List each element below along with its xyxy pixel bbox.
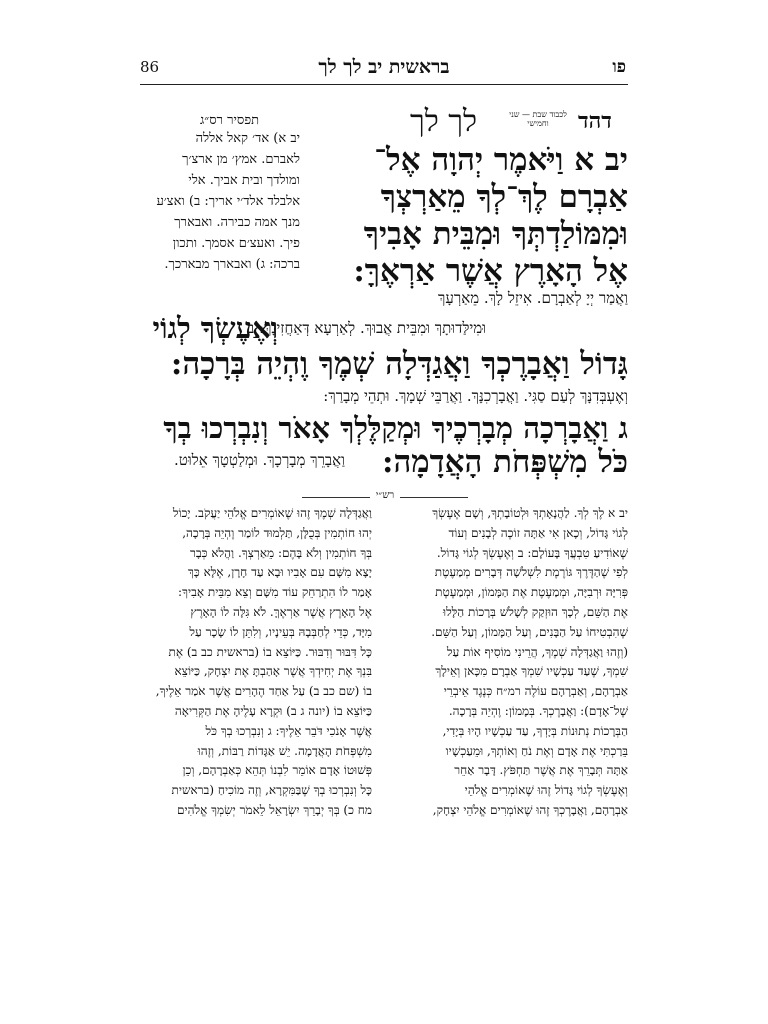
rashi-line: יְהוּ חוֹתְמִין בְּכֻלָּן, תַּלְמוּד לוֹמַר וֶהְיֵה בְּרָכָה, bbox=[182, 525, 372, 540]
rashi-line: מִשְׁפְּחֹת הָאֲדָמָה. יֵשׁ אַגָּדוֹת רַבּוֹת, וְזֶהוּ bbox=[197, 743, 372, 758]
verse-line: וּמִמּוֹלַדְתְּךָ וּמִבֵּית אָבִיךָ bbox=[363, 216, 628, 252]
verse-line: גָּדוֹל וַאֲבָרֶכְךָ וַאֲגַדְּלָה שְׁמֶךָ וֶהְיֵה בְּרָכָה: bbox=[170, 346, 628, 382]
rashi-line: אַתָּה תְּבָרֵךְ אֶת אֲשֶׁר תַּחְפֹּץ. דָּבָר אַחֵר bbox=[454, 763, 628, 778]
verse-line: וְאֶעֶשְׂךָ לְגוֹי bbox=[152, 311, 278, 345]
rashi-line: שִׁמְךָ, שֶׁעַד עַכְשָׁיו שִׁמְךָ אַבְרָם מִכָּאן וְאֵילָךְ bbox=[435, 664, 628, 679]
tafsir-line: אלבלד אלד׳י אריך: ב) ואצ׳ע bbox=[156, 194, 300, 209]
verse-count-marker: דהד bbox=[578, 108, 612, 134]
running-title: בראשית יב לך לך bbox=[318, 56, 450, 78]
rashi-line: (וְזֶהוּ וַאֲגַדְּלָה שְׁמֶךָ, הֲרֵינִי מוֹסִיף אוֹת עַל bbox=[446, 644, 628, 659]
verse-line: יב א וַיֹּאמֶר יְהוָה אֶל־ bbox=[374, 142, 628, 178]
rashi-line: אַבְרָהָם, וַאֲבָרֶכְךָ זֶהוּ שֶׁאוֹמְרִים אֱלֹהֵי יִצְחָק, bbox=[432, 802, 628, 817]
tafsir-line: יב א) אד׳ קאל אללה bbox=[195, 131, 300, 146]
verse-line: ג וַאֲבָרְכָה מְבָרְכֶיךָ וּמְקַלֶּלְךָ אָאֹר וְנִבְרְכוּ בְךָ bbox=[163, 411, 628, 445]
rashi-line: שֶׁל־אָדָם): וַאֲבָרֶכְךָ. בְּמָמוֹן: וֶהְיֵה בְּרָכָה. bbox=[448, 703, 628, 718]
rashi-line: בְּךָ חוֹתְמִין וְלֹא בָּהֶם: מֵאַרְצְךָ. וַהֲלֹא כְּבָר bbox=[189, 545, 372, 560]
rashi-line: מִיָּד, כְּדֵי לְחַבְּבָהּ בְּעֵינָיו, וְלִתֵּן לוֹ שָׂכָר עַל bbox=[189, 624, 372, 639]
rashi-line: לְפִי שֶׁהַדֶּרֶךְ גּוֹרֶמֶת לִשְׁלֹשָׁה דְּבָרִים מְמַעֶטֶת bbox=[434, 565, 628, 580]
rashi-line: פְּרִיָּה וּרְבִיָּה, וּמְמַעֶטֶת אֶת הַמָּמוֹן, וּמְמַעֶטֶת bbox=[435, 585, 628, 600]
rashi-line: כָּל דִּבּוּר וְדִבּוּר. כַּיּוֹצֵא בוֹ (בראשית כב ב) אֶת bbox=[168, 644, 372, 659]
verse-line: אַבְרָם לֶךְ־לְךָ מֵאַרְצְךָ bbox=[380, 179, 628, 215]
rashi-line: שֶׁהִבְטִיחוֹ עַל הַבָּנִים, וְעַל הַמָּמוֹן, וְעַל הַשֵּׁם. bbox=[431, 624, 628, 639]
tafsir-title: תפסיר רס״ג bbox=[200, 113, 260, 128]
rashi-line: כָּל וְנִבְרְכוּ בְךָ שֶׁבַּמִּקְרָא, וְזֶה מוֹכִיחַ (בראשית bbox=[171, 783, 372, 798]
verse-line: כֹּל מִשְׁפְּחֹת הָאֲדָמָה: bbox=[382, 444, 628, 480]
rashi-line: אֶת הַשֵּׁם, לְכָךְ הוּזְקַק לְשָׁלֹשׁ בְּרָכוֹת הַלָּלוּ bbox=[443, 604, 628, 619]
page-number: 86 bbox=[140, 58, 160, 76]
shabbat-label: לכבוד שבת — שני וחמישי bbox=[509, 110, 567, 128]
rashi-line: לְגוֹי גָּדוֹל, וְכָאן אִי אַתָּה זוֹכֶה לְבָנִים וְעוֹד bbox=[448, 525, 628, 540]
rashi-line: וְאֶעֶשְׂךָ לְגוֹי גָּדוֹל זֶהוּ שֶׁאוֹמְרִים אֱלֹהֵי bbox=[464, 783, 628, 798]
rashi-line: אֲשֶׁר אָנֹכִי דֹּבֵר אֵלֶיךָ: ג וְנִבְרְכוּ בְךָ כֹּל bbox=[205, 723, 372, 738]
rashi-label: רש״י bbox=[370, 490, 400, 501]
rashi-line: בֵּרַכְתִּי אֶת אָדָם וְאֶת נֹחַ וְאוֹתְךָ, וּמֵעַכְשָׁיו bbox=[445, 743, 628, 758]
rashi-line: שֶׁאוֹדִיעַ טִבְעֲךָ בָּעוֹלָם: ב וְאֶעֶשְׂךָ לְגוֹי גָּדוֹל. bbox=[436, 545, 628, 560]
tafsir-line: פיך. ואעצ׳ם אסמך. ותכון bbox=[172, 236, 300, 251]
header-rule bbox=[140, 84, 628, 85]
rashi-line: יב א לֶךְ לְךָ. לַהֲנָאָתְךָ וּלְטוֹבָתְךָ, וְשָׁם אֶעֶשְׂךָ bbox=[432, 506, 628, 520]
rashi-line: אַבְרָהָם, וְאַבְרָהָם עוֹלֶה רמ״ח כְּנֶגֶד אֵיבְרֵי bbox=[443, 684, 628, 699]
rashi-divider bbox=[302, 490, 468, 504]
verse-line: אֶל הָאָרֶץ אֲשֶׁר אַרְאֶךָּ: bbox=[353, 253, 628, 289]
rashi-line: הַבְּרָכוֹת נְתוּנוֹת בְּיָדְךָ, עַד עַכְשָׁיו הָיוּ בְּיָדִי, bbox=[442, 723, 628, 738]
tafsir-line: ברכה: ג) ואבארך מבארכך. bbox=[164, 257, 300, 272]
parsha-name: לך לך bbox=[410, 104, 478, 139]
rashi-line: מח כ) בְּךָ יְבָרֵךְ יִשְׂרָאֵל לֵאמֹר יְשִׂמְךָ אֱלֹהִים bbox=[176, 802, 372, 817]
onkelos-line: וּמִילַּדוּתָךְ וּמִבֵּית אֲבוּךְ. לְאַרְעָא דְּאַחֲזִינָךְ: ב bbox=[247, 319, 486, 337]
rashi-line: בִּנְךָ אֶת יְחִידְךָ אֲשֶׁר אָהַבְתָּ אֶת יִצְחָק, כַּיּוֹצֵא bbox=[174, 664, 372, 679]
tafsir-column bbox=[140, 128, 300, 275]
rashi-line: פְּשׁוּטוֹ אָדָם אוֹמֵר לִבְנוֹ תְּהֵא כְּאַבְרָהָם, וְכֵן bbox=[182, 763, 372, 778]
tafsir-line: ומולדך ובית אביך. אלי bbox=[188, 173, 300, 188]
rashi-line: אָמַר לוֹ הִתְרַחֵק עוֹד מִשָּׁם וְצֵא מִבֵּית אָבִיךָ: bbox=[178, 585, 372, 600]
rashi-line: בוֹ (שם כב ב) עַל אַחַד הֶהָרִים אֲשֶׁר אֹמַר אֵלֶיךָ, bbox=[155, 684, 372, 699]
tafsir-line: לאברם. אמץ׳ מן ארצ׳ך bbox=[182, 152, 300, 167]
rashi-line: אֶל הָאָרֶץ אֲשֶׁר אַרְאֶךָּ. לֹא גִּלָּה לוֹ הָאָרֶץ bbox=[190, 604, 372, 619]
rashi-line: וַאֲגַדְּלָה שְׁמֶךָ זֶהוּ שֶׁאוֹמְרִים אֱלֹהֵי יַעֲקֹב. יָכוֹל bbox=[172, 506, 372, 520]
onkelos-line: וַאֲבָרֵךְ מְבָרְכָךְ. וּמְלַטְטָךְ אֵלוּט. bbox=[174, 451, 345, 469]
rashi-right-column bbox=[396, 504, 628, 821]
onkelos-line: וַאֲמַר יְיָ לְאַבְרָם. אִיזֵל לָךְ. מֵאַרְעָךְ bbox=[438, 289, 628, 307]
rashi-line: כַּיּוֹצֵא בוֹ (יונה ג ב) וּקְרָא עָלֶיהָ אֶת הַקְּרִיאָה bbox=[174, 703, 372, 718]
tafsir-line: מנך אמה כבירה. ואבארך bbox=[174, 215, 300, 230]
rashi-left-column bbox=[140, 504, 372, 821]
rashi-line: יָצָא מִשָּׁם עִם אָבִיו וּבָא עַד חָרָן, אֶלָּא כָּךְ bbox=[188, 565, 372, 580]
hebrew-page-number: פו bbox=[612, 57, 626, 77]
onkelos-line: וְאֶעְבְּדִנָּךְ לְעַם סַגִּי. וַאֲבָרְכִנָּךְ. וַאֲרַבֵּי שְׁמָךְ. וּתְהֵי מְבָרַךְ: bbox=[323, 387, 628, 405]
